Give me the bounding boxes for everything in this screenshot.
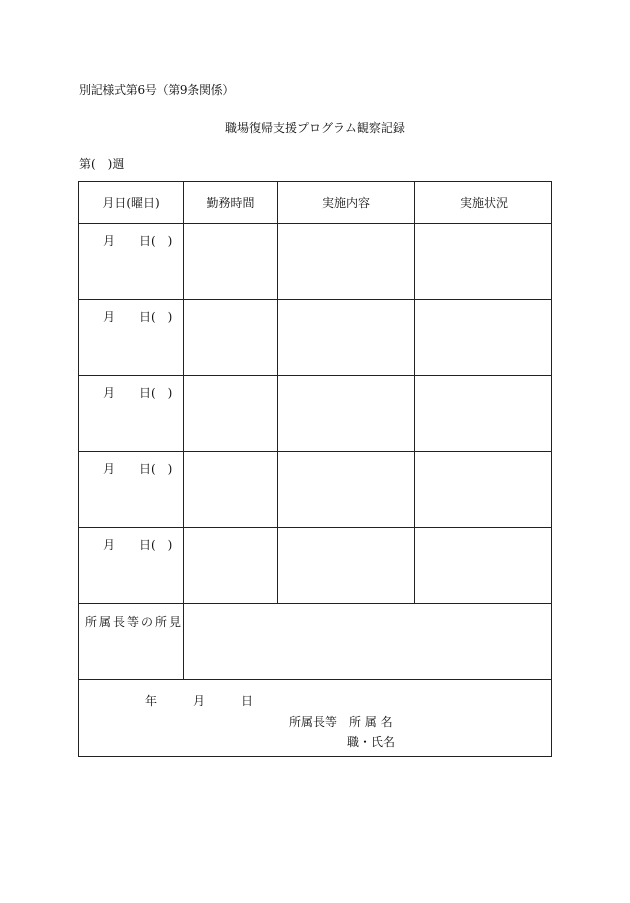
row-divider <box>79 679 551 680</box>
row-divider <box>79 299 551 300</box>
page-title: 職場復帰支援プログラム観察記録 <box>225 121 405 135</box>
row-divider <box>79 451 551 452</box>
row-date: 月 日( ) <box>103 310 173 324</box>
column-divider <box>414 182 415 603</box>
column-divider <box>183 182 184 679</box>
footer-name: 職・氏名 <box>347 735 396 749</box>
column-header-work-hours: 勤務時間 <box>206 196 255 210</box>
row-divider <box>79 527 551 528</box>
row-date: 月 日( ) <box>103 538 173 552</box>
row-date: 月 日( ) <box>103 386 173 400</box>
footer-date: 年 月 日 <box>145 694 254 708</box>
remarks-label: 所属長等の所見 <box>85 615 184 629</box>
row-date: 月 日( ) <box>103 462 173 476</box>
form-id: 別記様式第6号（第9条関係） <box>79 83 235 97</box>
column-header-date: 月日(曜日) <box>102 196 160 210</box>
week-label: 第( )週 <box>79 157 125 171</box>
column-divider <box>277 182 278 603</box>
footer-signer: 所属長等 所 属 名 <box>289 715 393 729</box>
column-header-status: 実施状況 <box>459 196 508 210</box>
row-divider <box>79 375 551 376</box>
column-header-content: 実施内容 <box>321 196 370 210</box>
row-date: 月 日( ) <box>103 234 173 248</box>
row-divider <box>79 603 551 604</box>
observation-table <box>78 181 552 757</box>
